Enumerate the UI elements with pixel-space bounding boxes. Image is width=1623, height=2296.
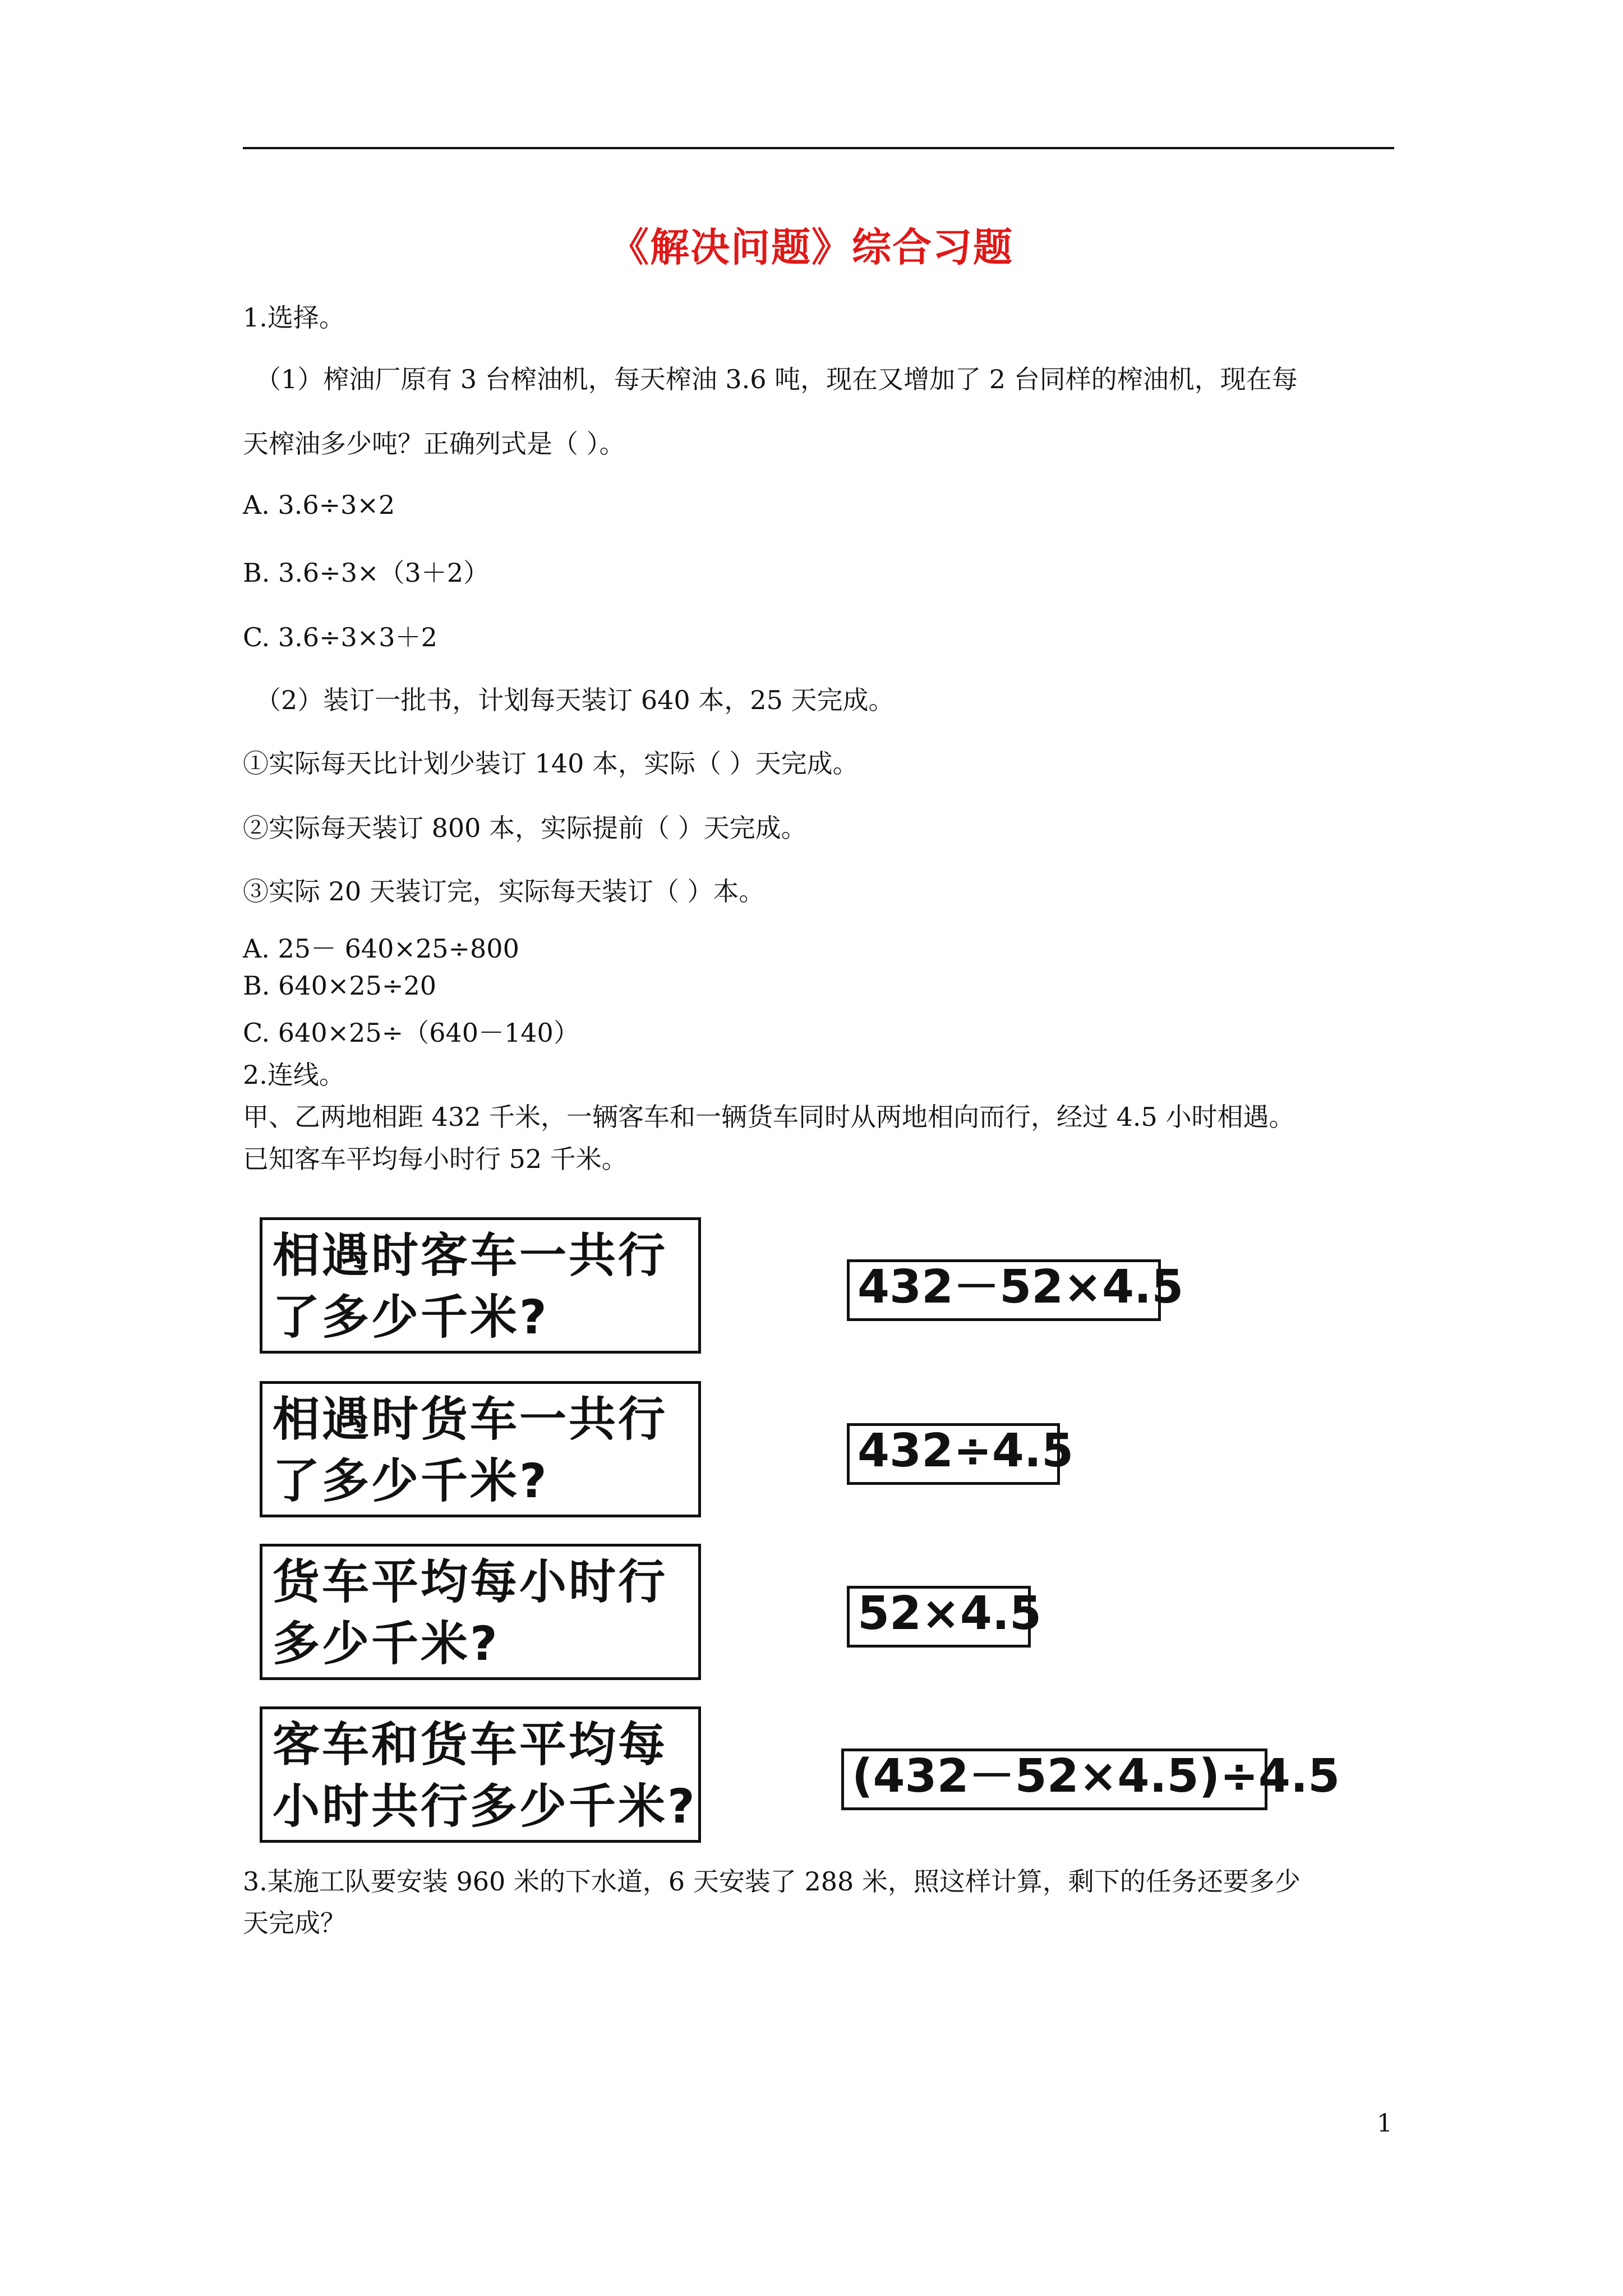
q2-question-2-line1: 相遇时货车一共行 [273,1392,668,1447]
q2-question-3-line2: 多少千米? [273,1616,500,1671]
q2-text-line2: 已知客车平均每小时行 52 千米。 [243,1144,628,1174]
q1-p2-sub-3: ③实际 20 天装订完，实际每天装订（ ）本。 [243,876,765,907]
q2-heading: 2.连线。 [243,1060,345,1090]
q1-p2-sub-2: ②实际每天装订 800 本，实际提前（ ）天完成。 [243,813,807,843]
q1-heading: 1.选择。 [243,302,345,333]
header-rule [243,147,1394,149]
q2-question-1-line2: 了多少千米? [273,1290,549,1345]
q1-p2-option-b: B. 640×25÷20 [243,970,436,1001]
q1-p2-sub-1: ①实际每天比计划少装订 140 本，实际（ ）天完成。 [243,748,859,779]
q3-text-line2: 天完成？ [243,1908,346,1938]
q1-p1-text-line1: （1）榨油厂原有 3 台榨油机，每天榨油 3.6 吨，现在又增加了 2 台同样的榨油机，现在每 [255,364,1298,394]
q3-text-line1: 3.某施工队要安装 960 米的下水道，6 天安装了 288 米，照这样计算，剩下的任务还要多少 [243,1866,1301,1897]
q2-question-4-line2: 小时共行多少千米? [273,1779,697,1834]
q2-text-line1: 甲、乙两地相距 432 千米，一辆客车和一辆货车同时从两地相向而行，经过 4.5 小时相遇。 [243,1102,1295,1132]
q1-p1-text-line2: 天榨油多少吨？正确列式是（ ）。 [243,429,625,459]
page-number: 1 [1377,2109,1393,2138]
q1-p1-option-c: C. 3.6÷3×3＋2 [243,622,437,652]
q2-answer-box-1: 432－52×4.5 [847,1259,1161,1321]
q1-p2-intro: （2）装订一批书，计划每天装订 640 本，25 天完成。 [255,685,895,715]
q2-question-box-3 [260,1544,701,1680]
page-title: 《解决问题》综合习题 [610,224,1013,270]
q1-p2-option-c: C. 640×25÷（640－140） [243,1018,579,1048]
q1-p1-option-a: A. 3.6÷3×2 [243,490,395,520]
q2-question-4-line1: 客车和货车平均每 [273,1717,668,1772]
q2-answer-box-2: 432÷4.5 [847,1423,1060,1485]
q2-question-box-4 [260,1706,701,1843]
q2-question-box-2 [260,1381,701,1517]
q2-question-3-line1: 货车平均每小时行 [273,1554,668,1609]
q2-question-1-line1: 相遇时客车一共行 [273,1228,668,1283]
q1-p2-option-a: A. 25－ 640×25÷800 [243,933,519,964]
q2-answer-box-3: 52×4.5 [847,1586,1031,1648]
q1-p1-option-b: B. 3.6÷3×（3＋2） [243,558,490,588]
q2-answer-box-4: (432－52×4.5)÷4.5 [841,1749,1267,1810]
q2-question-box-1 [260,1217,701,1354]
q2-question-2-line2: 了多少千米? [273,1453,549,1508]
